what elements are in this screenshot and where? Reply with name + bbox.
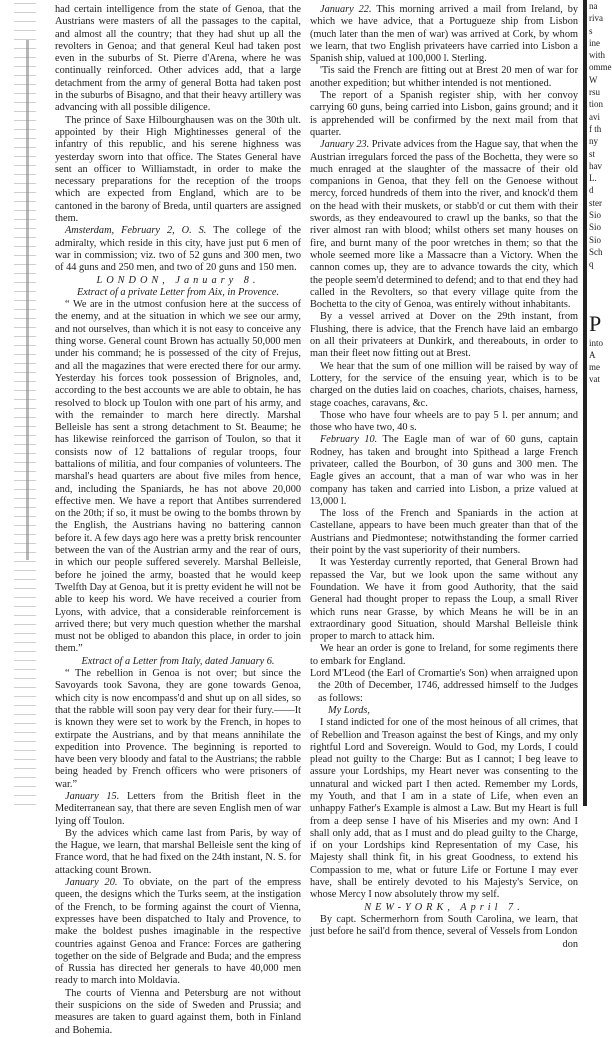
next-page-fragment: f th xyxy=(589,123,602,134)
next-page-fragment: tion xyxy=(589,99,604,110)
article-paragraph: “ The rebellion in Genoa is not over; but since the Savoyards took Savona, they are gone towards Genoa, which city is now encompass'd and shut up on all sides, so that the rabble will soon pay very dear for their fury.——It is known they were set to work by the French, in hopes to extirpate the Austrians, and by that means annihilate the expedition into Provence. The beginning is reported to have been very bloody and fatal to the Austrians; the rabble being headed by French officers who were prisoners of war.” xyxy=(55,668,301,790)
next-page-fragment: Sio xyxy=(589,210,602,221)
dateline: January 23. xyxy=(320,139,370,151)
new-york-heading: NEW-YORK, April 7. xyxy=(364,901,524,913)
next-page-fragment: st xyxy=(589,148,596,159)
paragraph-text: Private advices from the Hague say, that when the Austrian irregulars forced the pass of the Bochetta, they were so much enraged at the slaughter of the massacre of their old companions in Genoa, that they fell on the Genoese without mercy, forced hundreds of them into the river, and knock'd them on the head with their muskets, or stabb'd or cut them with their swords, as they endeavoured to crawl up the banks, so that the river almost ran with blood; whilst others set many houses on fire, and burnt many of the poor wretches in them; so that the whole seemed more like a Massacre than a Victory. When the cannon comes up, they are to advance towards the city, which the people seem'd determined to defend; and to that end they had called in the Revolters, so that every village quite from the Bochetta to the city of Genoa, was entirely without inhabitants. xyxy=(310,139,579,311)
london-heading: LONDON, January 8. xyxy=(96,274,260,286)
article-paragraph: The prince of Saxe Hilbourghausen was on the 30th ult. appointed by their High Mightinesses general of the infantry of this republic, and his serene highness was yesterday sworn into that office. The States General have sent an officer to Williamstadt, in order to make the necessary preparations for the reception of the troops which are expected from England, which are to be cantoned in the barony of Breda, until quarters are assigned them. xyxy=(55,114,301,225)
speech-paragraph: I stand indicted for one of the most heinous of all crimes, that of Rebellion and Treason against the best of Kings, and my only rightful Lord and Sovereign. Would to God, my Lords, I could plead not guilty to the Charge: But as I cannot; I beg leave to assure your Lordships, my Heart never was consenting to the unnatural and wicked part I then acted. Remember my Lords, my Youth, and that I am in a state of Life, when even an unhappy Father's Example is almost a Law. But my Heart is full from a deep sense I have of his Miseries and my own: And I shall only add, that as I must and do plead guilty to the Charge, if on your Lordships kind Representation of my Case, his Majesty shall think fit, in his great Goodness, to extend his Compassion to me, what or future Life or Fortune I may ever have, shall be entirely devoted to his Majesty's Service, on whose Mercy I now absolutely throw my self. xyxy=(310,717,578,901)
article-paragraph xyxy=(310,139,578,311)
left-column xyxy=(55,4,301,1037)
article-paragraph xyxy=(55,791,301,828)
next-page-fragment: q xyxy=(589,259,594,270)
dateline: January 20. xyxy=(65,877,118,889)
article-paragraph: We hear an order is gone to Ireland, for some regiments there to embark for England. xyxy=(310,643,578,667)
next-page-fragment: P xyxy=(589,310,602,336)
article-paragraph: By a vessel arrived at Dover on the 29th instant, from Flushing, there is advice, that the French have laid an embargo on all their privateers at Dunkirk, and thereabouts, in order to man their fleet now fitting out at Brest. xyxy=(310,311,578,360)
paragraph-text: The college of the admiralty, which reside in this city, have just put 6 men of war in commission; viz. two of 52 guns and 300 men, two of 44 guns and 250 men, and two of 20 guns and 150 men. xyxy=(55,225,301,274)
next-page-fragment: ine xyxy=(589,37,600,48)
article-paragraph: “ We are in the utmost confusion here at the success of the enemy, and at the situation in which we see our army, and not ourselves, than which it is not easy to conceive any thing worse. General count Brown has actually 50,000 men under his command; he is possessed of the city of Frejus, and all the magazines that were erected there for our army. Yesterday his forces took possession of Brignoles, and, according to the best accounts we are able to obtain, he has resolved to block up Toulon with one part of his army, and with the remainder to march here directly. Marshal Belleisle has sent a strong detachment to St. Beaume; he has likewise reinforced the garrison of Toulon, so that it consists now of 12 battalions of regular troops, four battalions of militia, and four companies of volunteers. The marshal's head quarters are about five miles from hence, and, including the Spaniards, he has not above 20,000 effective men. We have a report that Antibes surrendered on the 20th; if so, it must be owing to the bombs thrown by the English, the Austrians having no battering cannon before it. A few days ago here was a pretty brisk rencounter between the van of the Austrian army and the rear of ours, in which our people suffered severely. Marshal Belleisle, before he joined the army, boasted that he would keep Twelfth Day at Genoa, but it is pretty evident he will not be able to keep his word. We have received a courier from Lyons, with advice, that a considerable reinforcement is arrived there; but very much question whether the marshal must not be obliged to abandon this place, in order to join them.” xyxy=(55,299,301,655)
next-page-fragment: A xyxy=(589,349,596,360)
article-paragraph: By the advices which came last from Paris, by way of the Hague, we learn, that marshal Belleisle sent the king of France word, that he had fixed on the 24th instant, N. S. for attacking count Brown. xyxy=(55,827,301,876)
article-paragraph: The report of a Spanish register ship, with her convoy carrying 60 guns, being carried into Lisbon, gains ground; and it is apprehended will be confirmed by the next mail from that quarter. xyxy=(310,90,578,138)
next-page-fragment: Sio xyxy=(589,234,602,245)
article-paragraph xyxy=(55,877,301,988)
paragraph-text: The Eagle man of war of 60 guns, captain Rodney, has taken and brought into Spithead a large French privateer, called the Bourbon, of 30 guns and 300 men. The Eagle gives an account, that a man of war who was in her company has taken and carried into Lisbon, a prize valued at 13,000 l. xyxy=(310,434,578,507)
article-paragraph: had certain intelligence from the state of Genoa, that the Austrians were masters of all the passages to the capital, and almost all the country; that they had shut up all the revolters in Genoa; and that general Keul had taken post even in the suburbs of St. Pierre d'Arena, where he was continually reinforced. Other advices add, that a large detachment from the army of general Botta had taken post in the suburbs of Bisagno, and that their heavy artillery was advancing with all possible diligence. xyxy=(55,4,301,114)
paragraph-text: Letters from the British fleet in the Mediterranean say, that there are seven English men of war lying off Toulon. xyxy=(55,791,302,827)
article-paragraph: We hear that the sum of one million will be raised by way of Lottery, for the service of the ensuing year, which is to be charged on the duties laid on coaches, chariots, chaises, harness, stage coaches, caravans, &c. xyxy=(310,360,578,409)
dateline: Amsterdam, February 2, O. S. xyxy=(65,225,207,237)
dateline: February 10. xyxy=(320,434,378,446)
salutation: My Lords, xyxy=(328,704,370,716)
next-page-fragment: riva xyxy=(589,13,603,24)
next-page-fragment: me xyxy=(589,362,600,373)
article-paragraph: The courts of Vienna and Petersburg are not without their suspicions on the side of Sweden and Prussia; and measures are taken to guard against them, both in Finland and Bohemia. xyxy=(55,987,301,1036)
dateline: January 15. xyxy=(65,791,120,802)
paragraph-text: To obviate, on the part of the empress queen, the designs which the Turks seem, at the instigation of the French, to be forming against the court of Vienna, expresses have been dispatched to Italy and Provence, to make the boldest pushes imaginable in the respective countries against Genoa and France: Forces are gathering together on the side of Belgrade and Buda; and the empress of Russia has directed her generals to have 40,000 men ready to march into Moldavia. xyxy=(55,877,302,987)
article-paragraph: It was Yesterday currently reported, that General Brown had repassed the Var, but we look upon the same without any Foundation. We have it from good Authority, that the said General had thought proper to repass the Loup, a small River which runs near Grasse, by which Means he will be in an extraordinary good Situation, should Marshal Belleisle think proper to march to attack him. xyxy=(310,557,578,643)
next-page-fragment: d xyxy=(589,185,594,196)
next-page-fragment: vat xyxy=(589,374,600,385)
next-page-fragments xyxy=(589,0,612,806)
catchword: don xyxy=(562,938,578,950)
next-page-fragment: into xyxy=(589,337,604,348)
article-paragraph: By capt. Schermerhorn from South Carolina, we learn, that just before he sail'd from thence, several of Vessels from London xyxy=(310,913,578,938)
next-page-fragment: hav xyxy=(589,160,602,171)
article-paragraph xyxy=(310,434,578,508)
article-paragraph: 'Tis said the French are fitting out at Brest 20 men of war for another expedition; but whither intended is not mentioned. xyxy=(310,65,578,89)
article-paragraph: Those who have four wheels are to pay 5 l. per annum; and those who have two, 40 s. xyxy=(310,409,578,434)
next-page-fragment: W xyxy=(589,74,598,85)
next-page-fragment: with xyxy=(589,50,606,61)
next-page-fragment: omme xyxy=(589,62,612,73)
next-page-fragment: Sio xyxy=(589,222,602,233)
article-paragraph: Lord M'Leod (the Earl of Cromartie's Son) when arraigned upon the 20th of December, 1746, addressed himself to the Judges as follows: xyxy=(310,668,578,704)
page-binding-edge xyxy=(14,0,36,806)
page-gutter-rule xyxy=(583,0,587,806)
next-page-fragment: L. xyxy=(589,173,597,184)
next-page-fragment: rsu xyxy=(589,87,600,98)
next-page-fragment: ny xyxy=(589,136,598,147)
next-page-fragment: Sch xyxy=(589,246,603,257)
article-paragraph xyxy=(55,225,301,274)
next-page-fragment: ster xyxy=(589,197,602,208)
italy-letter-heading: Extract of a Letter from Italy, dated January 6. xyxy=(81,655,275,667)
dateline: January 22. xyxy=(320,4,372,15)
aix-letter-heading: Extract of a private Letter from Aix, in Provence. xyxy=(76,286,280,298)
next-page-fragment: avi xyxy=(589,111,600,122)
article-paragraph xyxy=(310,4,578,65)
right-column xyxy=(310,4,578,951)
next-page-fragment: s xyxy=(589,25,593,36)
next-page-fragment: na xyxy=(589,1,598,11)
article-paragraph: The loss of the French and Spaniards in the action at Castellane, appears to have been much greater than that of the Austrians and Piedmontese; notwithstanding the former carried their point by the vast superiority of their numbers. xyxy=(310,508,578,557)
paragraph-text: This morning arrived a mail from Ireland, by which we have advice, that a Portugueze ship from Lisbon (much later than the men of war) was arrived at Cork, by whom we learn, that two English privateers have carried into Lisbon a Spanish ship, valued at 100,000 l. Sterling. xyxy=(310,4,579,65)
